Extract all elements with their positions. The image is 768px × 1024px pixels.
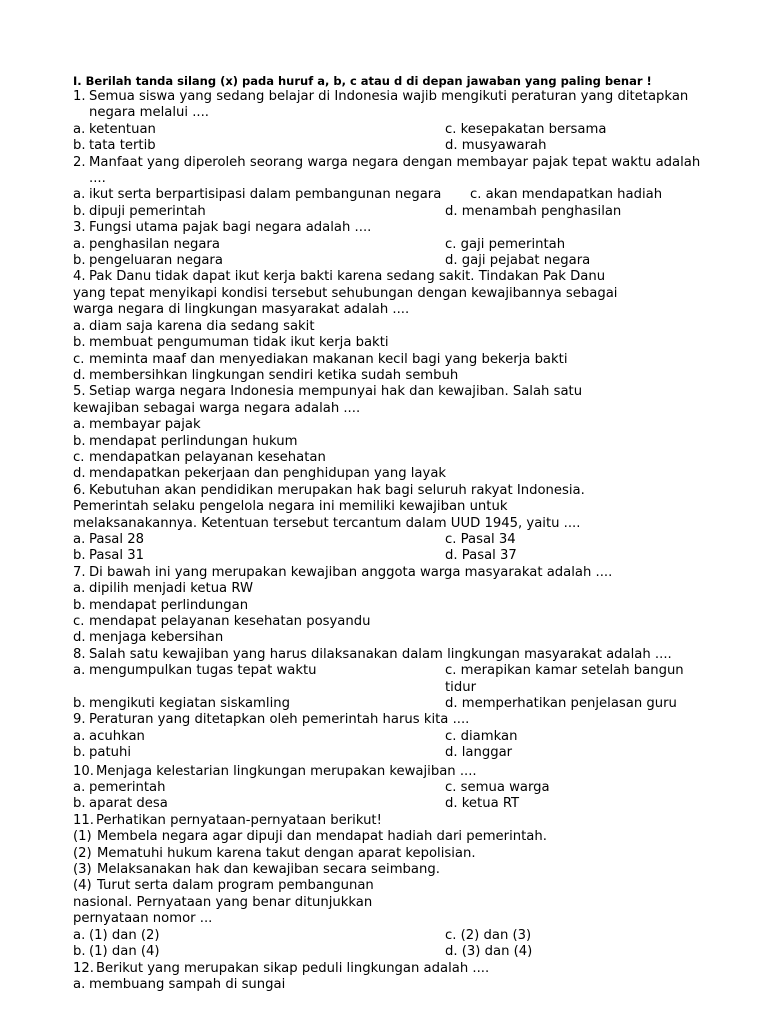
- question-1: [73, 89, 713, 122]
- option-d[interactable]: menjaga kebersihan: [89, 630, 224, 646]
- worksheet: [73, 73, 713, 993]
- question-text: Fungsi utama pajak bagi negara adalah ....: [89, 220, 372, 236]
- question-10: [73, 764, 713, 780]
- option-label: c.: [73, 614, 85, 629]
- question-9: [73, 712, 713, 728]
- option-c[interactable]: c. diamkan: [445, 728, 518, 744]
- question-number: 12.: [73, 960, 94, 976]
- option-label: b.: [73, 253, 86, 269]
- question-text-line: yang tepat menyikapi kondisi tersebut sehubungan dengan kewajibannya sebagai: [73, 285, 618, 301]
- statement-number: (4): [73, 878, 92, 894]
- question-7: [73, 565, 713, 581]
- question-text: Pak Danu tidak dapat ikut kerja bakti karena sedang sakit. Tindakan Pak Danu: [89, 269, 606, 285]
- option-row: [73, 434, 713, 450]
- option-label: a.: [73, 927, 86, 943]
- option-row: [73, 630, 713, 646]
- option-label: b.: [73, 696, 86, 712]
- question-text: Salah satu kewajiban yang harus dilaksanakan dalam lingkungan masyarakat adalah ....: [89, 646, 672, 662]
- option-label: b.: [73, 433, 86, 449]
- question-5: [73, 384, 713, 400]
- option-label: a.: [73, 236, 86, 252]
- question-text: Menjaga kelestarian lingkungan merupakan kewajiban ....: [96, 763, 477, 779]
- option-label: a.: [73, 780, 86, 796]
- option-row: [73, 532, 713, 548]
- option-row: [73, 466, 713, 482]
- option-row: [73, 614, 713, 630]
- option-label: b.: [73, 548, 86, 564]
- question-text: Berikut yang merupakan sikap peduli lingkungan adalah ....: [96, 960, 490, 976]
- option-a[interactable]: membuang sampah di sungai: [89, 976, 286, 992]
- option-row: [73, 138, 713, 154]
- option-a[interactable]: dipilih menjadi ketua RW: [89, 581, 253, 597]
- option-c[interactable]: c. Pasal 34: [445, 531, 516, 547]
- question-8: [73, 647, 713, 663]
- option-d[interactable]: d. (3) dan (4): [445, 944, 533, 960]
- instruction-heading: I. Berilah tanda silang (x) pada huruf a, b, c atau d di depan jawaban yang paling benar !: [73, 74, 652, 88]
- question-number: 1.: [73, 89, 86, 104]
- option-row: [73, 663, 713, 696]
- option-label: a.: [73, 581, 86, 597]
- option-c[interactable]: c. gaji pemerintah: [445, 236, 566, 252]
- option-a[interactable]: membayar pajak: [89, 417, 201, 433]
- option-label: c.: [73, 449, 85, 465]
- question-2: [73, 155, 713, 188]
- option-label: a.: [73, 728, 86, 744]
- question-number: 5.: [73, 384, 86, 400]
- option-c[interactable]: mendapatkan pelayanan kesehatan: [89, 449, 326, 465]
- option-row: [73, 780, 713, 796]
- option-d[interactable]: mendapatkan pekerjaan dan penghidupan yang layak: [89, 466, 447, 482]
- statement-text: Membela negara agar dipuji dan mendapat hadiah dari pemerintah.: [97, 829, 547, 845]
- option-label: b.: [73, 745, 86, 761]
- option-c[interactable]: c. kesepakatan bersama: [445, 121, 607, 137]
- option-row: [73, 944, 713, 960]
- option-a[interactable]: (1) dan (2): [89, 927, 160, 943]
- option-b[interactable]: Pasal 31: [89, 548, 145, 564]
- option-label: a.: [73, 318, 86, 334]
- option-b[interactable]: mendapat perlindungan: [89, 597, 249, 613]
- question-number: 6.: [73, 482, 86, 498]
- option-c[interactable]: meminta maaf dan menyediakan makanan kecil bagi yang bekerja bakti: [89, 351, 568, 367]
- question-number: 8.: [73, 646, 86, 662]
- option-label: a.: [73, 121, 86, 137]
- option-row: [73, 745, 713, 761]
- question-text-line: kewajiban sebagai warga negara adalah ....: [73, 400, 361, 416]
- statement-3: [73, 862, 713, 878]
- question-text: Peraturan yang ditetapkan oleh pemerintah harus kita ....: [89, 712, 470, 728]
- option-row: [73, 122, 713, 138]
- option-row: [73, 237, 713, 253]
- option-label: d.: [73, 367, 86, 383]
- option-a[interactable]: diam saja karena dia sedang sakit: [89, 318, 315, 334]
- question-number: 2.: [73, 154, 86, 170]
- question-11: [73, 813, 713, 829]
- option-a[interactable]: penghasilan negara: [89, 236, 220, 252]
- statement-number: (3): [73, 862, 92, 878]
- statement-number: (1): [73, 829, 92, 845]
- question-number: 4.: [73, 269, 86, 285]
- option-d[interactable]: d. gaji pejabat negara: [445, 253, 591, 269]
- option-b[interactable]: aparat desa: [89, 796, 168, 812]
- option-row: [73, 548, 713, 564]
- option-label: d.: [73, 466, 86, 482]
- question-text: Manfaat yang diperoleh seorang warga negara dengan membayar pajak tepat waktu adalah ....: [89, 154, 701, 187]
- statement-text: Turut serta dalam program pembangunan: [97, 878, 374, 894]
- option-row: [73, 696, 713, 712]
- question-number: 9.: [73, 712, 86, 728]
- option-label: c.: [73, 351, 85, 367]
- option-a[interactable]: ikut serta berpartisipasi dalam pembangunan negara: [89, 187, 442, 203]
- option-row: [73, 729, 713, 745]
- question-number: 3.: [73, 220, 86, 236]
- question-12: [73, 961, 713, 977]
- question-text-line: Pemerintah selaku pengelola negara ini memiliki kewajiban untuk: [73, 499, 508, 515]
- option-c[interactable]: mendapat pelayanan kesehatan posyandu: [89, 614, 371, 629]
- option-b[interactable]: dipuji pemerintah: [89, 203, 206, 219]
- option-label: a.: [73, 187, 86, 203]
- question-text-line: warga negara di lingkungan masyarakat adalah ....: [73, 302, 410, 318]
- option-row: [73, 368, 713, 384]
- option-row: [73, 977, 713, 993]
- option-b[interactable]: (1) dan (4): [89, 944, 160, 960]
- option-label: b.: [73, 138, 86, 154]
- statement-text: Melaksanakan hak dan kewajiban secara seimbang.: [97, 862, 440, 878]
- question-text-line: pernyataan nomor ...: [73, 911, 213, 927]
- question-number: 10.: [73, 763, 94, 779]
- option-d[interactable]: d. Pasal 37: [445, 548, 517, 564]
- question-text-line: melaksanakannya. Ketentuan tersebut tercantum dalam UUD 1945, yaitu ....: [73, 515, 581, 531]
- statement-text: Mematuhi hukum karena takut dengan aparat kepolisian.: [97, 845, 476, 861]
- option-d[interactable]: d. ketua RT: [445, 796, 520, 812]
- option-b[interactable]: pengeluaran negara: [89, 253, 223, 269]
- option-b[interactable]: patuhi: [89, 745, 132, 761]
- question-text: Di bawah ini yang merupakan kewajiban anggota warga masyarakat adalah ....: [89, 564, 613, 580]
- option-d[interactable]: d. memperhatikan penjelasan guru: [445, 696, 677, 712]
- option-row: [73, 450, 713, 466]
- option-label: a.: [73, 531, 86, 547]
- option-label: a.: [73, 663, 86, 679]
- option-b[interactable]: tata tertib: [89, 138, 156, 154]
- option-label: b.: [73, 944, 86, 960]
- question-text: Semua siswa yang sedang belajar di Indonesia wajib mengikuti peraturan yang ditetapkan negara melalui ....: [89, 89, 689, 121]
- option-row: [73, 581, 713, 597]
- question-text: Setiap warga negara Indonesia mempunyai hak dan kewajiban. Salah satu: [89, 384, 583, 400]
- option-a[interactable]: acuhkan: [89, 728, 145, 744]
- option-a[interactable]: Pasal 28: [89, 531, 145, 547]
- question-text-line: nasional. Pernyataan yang benar ditunjukkan: [73, 894, 373, 910]
- option-label: a.: [73, 417, 86, 433]
- question-text: Kebutuhan akan pendidikan merupakan hak bagi seluruh rakyat Indonesia.: [89, 482, 585, 498]
- question-number: 7.: [73, 564, 86, 580]
- option-row: [73, 928, 713, 944]
- option-row: [73, 187, 713, 203]
- option-row: [73, 796, 713, 812]
- question-4: [73, 269, 713, 285]
- option-label: a.: [73, 976, 86, 992]
- question-text: Perhatikan pernyataan-pernyataan berikut!: [96, 812, 382, 828]
- option-b[interactable]: mendapat perlindungan hukum: [89, 433, 298, 449]
- option-d[interactable]: d. menambah penghasilan: [445, 203, 622, 219]
- option-b[interactable]: mengikuti kegiatan siskamling: [89, 696, 290, 712]
- option-row: [73, 417, 713, 433]
- question-number: 11.: [73, 812, 94, 828]
- statement-number: (2): [73, 845, 92, 861]
- statement-1: [73, 829, 713, 845]
- statement-2: [73, 846, 713, 862]
- question-6: [73, 483, 713, 499]
- option-label: b.: [73, 335, 86, 351]
- option-a[interactable]: pemerintah: [89, 780, 166, 796]
- option-row: [73, 319, 713, 335]
- option-b[interactable]: membuat pengumuman tidak ikut kerja bakti: [89, 335, 389, 351]
- option-row: [73, 253, 713, 269]
- option-label: b.: [73, 203, 86, 219]
- option-c[interactable]: c. (2) dan (3): [445, 927, 532, 943]
- option-c[interactable]: c. semua warga: [445, 780, 550, 796]
- option-row: [73, 598, 713, 614]
- question-3: [73, 220, 713, 236]
- option-row: [73, 204, 713, 220]
- option-c[interactable]: c. merapikan kamar setelah bangun tidur: [445, 663, 684, 695]
- option-row: [73, 335, 713, 351]
- option-c[interactable]: c. akan mendapatkan hadiah: [470, 187, 663, 203]
- option-d[interactable]: d. musyawarah: [445, 138, 547, 154]
- option-a[interactable]: ketentuan: [89, 121, 156, 137]
- option-label: b.: [73, 796, 86, 812]
- option-label: d.: [73, 630, 86, 646]
- option-d[interactable]: d. langgar: [445, 745, 513, 761]
- option-label: b.: [73, 597, 86, 613]
- statement-4: [73, 878, 713, 894]
- option-d[interactable]: membersihkan lingkungan sendiri ketika sudah sembuh: [89, 367, 459, 383]
- option-row: [73, 352, 713, 368]
- option-a[interactable]: mengumpulkan tugas tepat waktu: [89, 663, 317, 679]
